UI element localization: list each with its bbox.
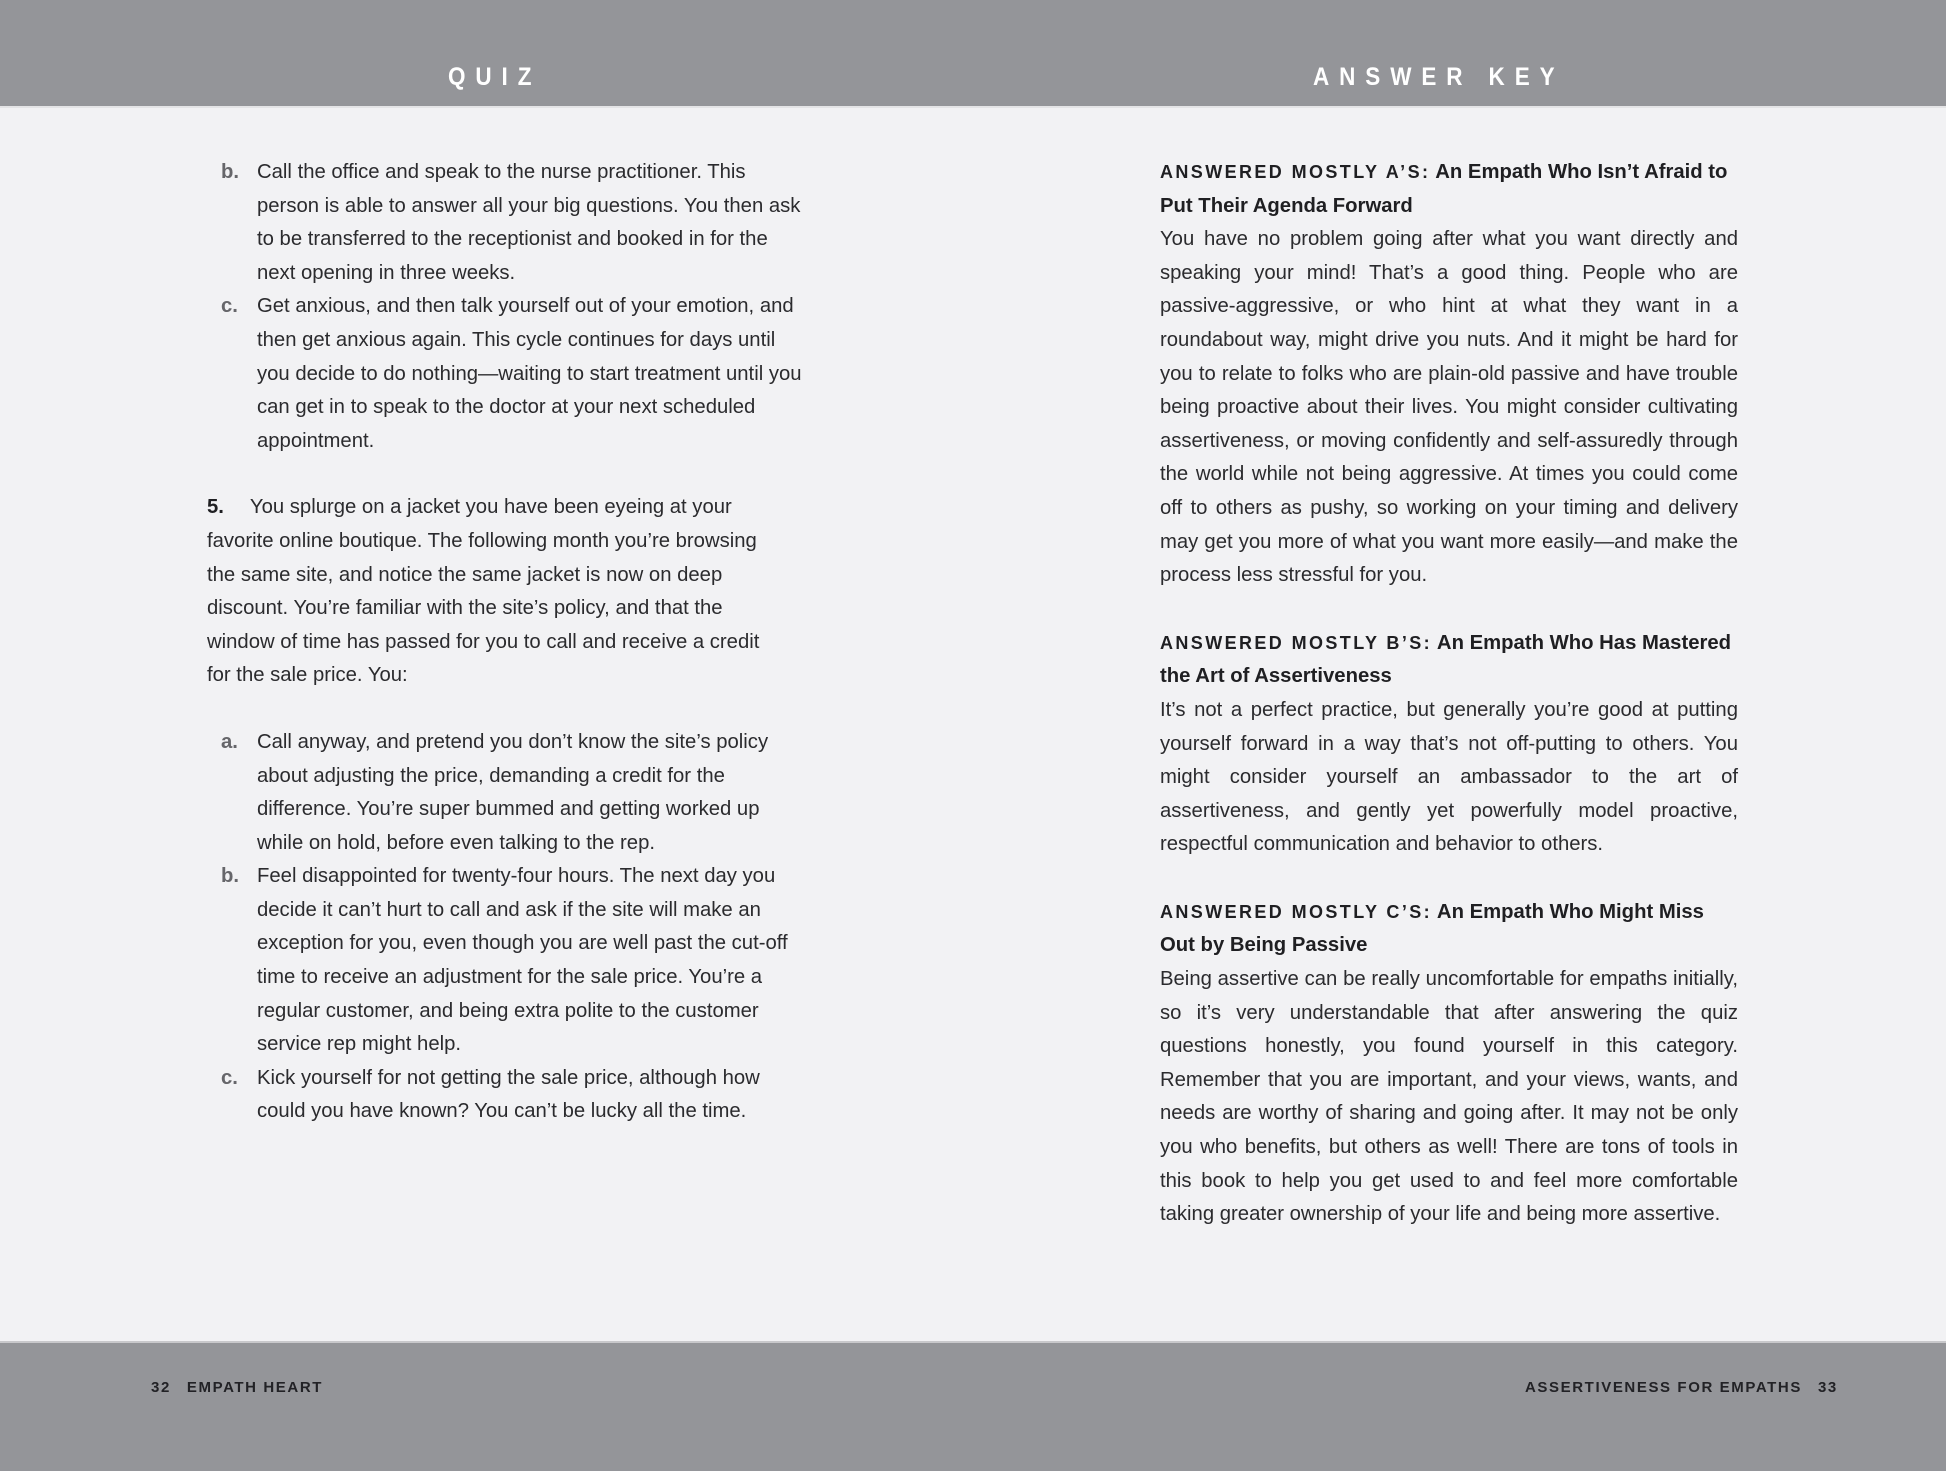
option-text: Feel disappointed for twenty-four hours. The next day you decide it can’t hurt to call and ask if the site will make an exception for you, even though you are well past the cut-off time to receive an adjustment for the sale price. You’re a regular customer, and being extra polite to the customer service rep might help. (257, 865, 788, 1056)
answer-section-b (1160, 627, 1738, 862)
section-kicker: ANSWERED MOSTLY A’S: (1160, 162, 1431, 182)
left-footer (151, 1379, 323, 1396)
option-text: Kick yourself for not getting the sale price, although how could you have known? You can’t be lucky all the time. (257, 1066, 760, 1123)
option-text: Call the office and speak to the nurse practitioner. This person is able to answer all your big questions. You then ask to be transferred to the receptionist and booked in for the next opening in three weeks. (257, 161, 801, 284)
section-heading (1160, 627, 1738, 694)
answer-section-c (1160, 896, 1738, 1232)
question-number: 5. (207, 496, 224, 519)
section-title: An Empath Who Has Mastered the Art of Assertiveness (1160, 631, 1732, 688)
right-page-number: 33 (1817, 1379, 1838, 1396)
left-page-content (209, 156, 809, 1129)
answer-section-a (1160, 156, 1738, 593)
option-letter: c. (221, 295, 238, 318)
section-body: You have no problem going after what you want directly and speaking your mind! That’s a good thing. People who are passive-aggressive, or who hint at what they want in a roundabout way, might drive you nuts. And it might be hard for you to relate to folks who are plain-old passive and have trouble being proactive about their lives. You might consider cultivating assertiveness, or moving confidently and self-assuredly through the world while not being aggressive. At times you could come off to others as pushy, so working on your timing and delivery may get you more of what you want more easily—and make the process less stressful for you. (1160, 228, 1738, 587)
option-a (209, 726, 809, 860)
section-body: It’s not a perfect practice, but generally you’re good at putting yourself forward in a way that’s not off-putting to others. You might consider yourself an ambassador to the art of assertiveness, and gently yet powerfully model proactive, respectful communication and behavior to others. (1160, 698, 1738, 856)
left-running-title: EMPATH HEART (186, 1379, 324, 1396)
question-text: You splurge on a jacket you have been eyeing at your favorite online boutique. The following month you’re browsing the same site, and notice the same jacket is now on deep discount. You’re familiar with the site’s policy, and that the window of time has passed for you to call and receive a credit for the sale price. You: (207, 496, 760, 687)
prev-option-b (209, 156, 809, 290)
right-running-title: ASSERTIVENESS FOR EMPATHS (1525, 1379, 1802, 1396)
option-text: Call anyway, and pretend you don’t know the site’s policy about adjusting the price, demanding a credit for the difference. You’re super bummed and getting worked up while on hold, before even talking to the rep. (257, 730, 769, 854)
answer-key-heading: ANSWER KEY (1313, 63, 1565, 91)
right-page-content (1160, 156, 1738, 1266)
quiz-heading: QUIZ (448, 63, 542, 91)
section-heading (1160, 156, 1738, 223)
section-body: Being assertive can be really uncomfortable for empaths initially, so it’s very understandable that after answering the quiz questions honestly, you found yourself in this category. Remember that you are important, and your views, wants, and needs are worthy of sharing and going after. It may not be only you who benefits, but others as well! There are tons of tools in this book to help you get used to and feel more comfortable taking greater ownership of your life and being more assertive. (1160, 968, 1738, 1226)
section-title: An Empath Who Isn’t Afraid to Put Their Agenda Forward (1160, 161, 1728, 217)
section-kicker: ANSWERED MOSTLY B’S: (1160, 632, 1433, 653)
prev-option-c (209, 290, 809, 458)
section-kicker: ANSWERED MOSTLY C’S: (1160, 901, 1433, 922)
option-letter: a. (221, 730, 238, 753)
option-text: Get anxious, and then talk yourself out of your emotion, and then get anxious again. This cycle continues for days until you decide to do nothing—waiting to start treatment until you can get in to speak to the doctor at your next scheduled appointment. (257, 295, 802, 452)
footer-bar (0, 1341, 1946, 1471)
section-title: An Empath Who Might Miss Out by Being Passive (1160, 900, 1704, 957)
section-heading (1160, 896, 1738, 963)
option-b (209, 860, 809, 1062)
header-bar (0, 0, 1946, 108)
option-c (209, 1062, 809, 1129)
left-page-number: 32 (151, 1379, 171, 1396)
question-5 (207, 491, 787, 693)
option-letter: b. (221, 161, 240, 183)
option-letter: b. (221, 865, 240, 888)
option-letter: c. (221, 1066, 238, 1089)
right-footer (1525, 1379, 1838, 1396)
